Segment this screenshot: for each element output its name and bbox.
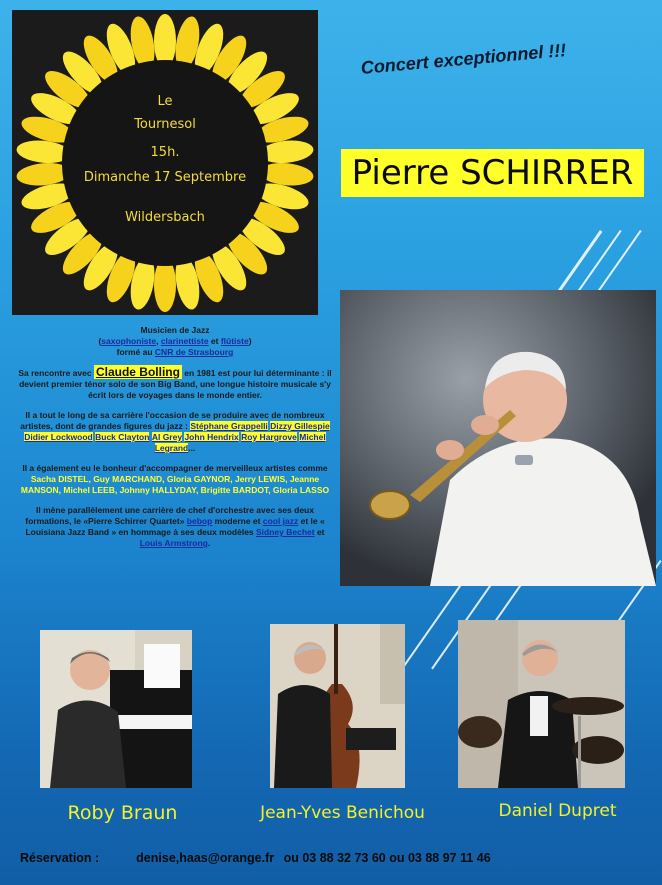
- biography: [17, 325, 333, 558]
- jazz-figure-link[interactable]: Buck Clayton: [95, 432, 150, 442]
- piano-icon: [40, 630, 192, 788]
- bio-orchestra: [17, 505, 333, 549]
- conservatory-link[interactable]: CNR de Strasbourg: [154, 347, 234, 357]
- jazz-figure-link[interactable]: Al Grey: [151, 432, 183, 442]
- paren-close: ): [248, 336, 252, 346]
- logo-place: Wildersbach: [125, 210, 205, 225]
- logo-date: Dimanche 17 Septembre: [83, 170, 247, 185]
- jazz-figure-link[interactable]: Dizzy Gillespie: [270, 421, 330, 431]
- double-bass-icon: [270, 624, 405, 788]
- formed-prefix: formé au: [116, 347, 155, 357]
- paren-open: (: [98, 336, 102, 346]
- sunflower-petal: [154, 258, 176, 312]
- bio-text: et: [314, 527, 325, 537]
- bio-text: .: [207, 538, 211, 548]
- bio-text: en 1981 est pour lui déterminante : il devient premier ténor solo de son Big Band, une longue histoire musicale s'y écrit lors de voyages dans le monde entier.: [19, 368, 332, 400]
- sunflower-petal: [154, 14, 176, 68]
- jazz-figure-link[interactable]: Roy Hargrove: [241, 432, 297, 442]
- bio-text: et le « Louisiana Jazz Band » en hommage à ses deux modèles: [25, 516, 325, 537]
- logo-line2: Tournesol: [134, 117, 196, 132]
- jazz-figure-link[interactable]: Didier Lockwood: [24, 432, 93, 442]
- bio-bolling: [17, 367, 333, 401]
- bio-figures: [17, 410, 333, 454]
- singers-list: Sacha DISTEL, Guy MARCHAND, Gloria GAYNOR, Jerry LEWIS, Jeanne MANSON, Michel LEEB, Johnny HALLYDAY, Brigitte BARDOT, Gloria LASSO: [20, 474, 330, 495]
- instrument-link[interactable]: flûtiste: [220, 336, 249, 346]
- artist-name: Pierre SCHIRRER: [341, 149, 644, 197]
- separator: ,: [156, 336, 161, 346]
- sunflower-logo: [12, 10, 318, 315]
- reservation-line: [20, 851, 640, 865]
- headline: Concert exceptionnel !!!: [360, 40, 567, 78]
- logo-line1: Le: [157, 94, 173, 109]
- bio-text: moderne et: [212, 516, 263, 526]
- bolling-link[interactable]: Claude Bolling: [95, 365, 180, 379]
- reservation-label: Réservation :: [20, 851, 100, 865]
- cool-jazz-link[interactable]: cool jazz: [262, 516, 299, 526]
- armstrong-link[interactable]: Louis Armstrong: [139, 538, 208, 548]
- saxophonist-illustration: [340, 290, 656, 586]
- bio-intro: [17, 325, 333, 358]
- jazz-figure-link[interactable]: Stéphane Grappelli: [190, 421, 268, 431]
- musician-name: Jean-Yves Benichou: [260, 803, 425, 823]
- photo-drummer: [458, 620, 625, 788]
- jazz-figure-link[interactable]: John Hendrix: [184, 432, 239, 442]
- logo-time: 15h.: [150, 145, 180, 160]
- reservation-email[interactable]: denise,haas@orange.fr: [136, 851, 275, 865]
- main-photo-saxophonist: [340, 290, 656, 586]
- sunflower-icon: [12, 10, 318, 315]
- photo-bassist: [270, 624, 405, 788]
- bio-text: Il mène parallèlement une carrière de chef d'orchestre avec ses deux formations, le «Pierre Schirrer Quartet»: [25, 505, 314, 526]
- instrument-link[interactable]: saxophoniste: [101, 336, 157, 346]
- jazz-figure-link[interactable]: Michel Legrand: [154, 432, 326, 453]
- bebop-link[interactable]: bebop: [186, 516, 213, 526]
- bio-text: Il a également eu le bonheur d'accompagner de merveilleux artistes comme: [22, 463, 328, 473]
- bio-singers: [17, 463, 333, 496]
- bechet-link[interactable]: Sidney Bechet: [256, 527, 315, 537]
- reservation-phones: ou 03 88 32 73 60 ou 03 88 97 11 46: [283, 851, 491, 865]
- drums-icon: [458, 620, 625, 788]
- instrument-link[interactable]: clarinettiste: [160, 336, 209, 346]
- bio-text: ...: [188, 443, 196, 453]
- separator: et: [208, 336, 221, 346]
- bio-text: Il a tout le long de sa carrière l'occasion de se produire avec de nombreux artistes, dont de grandes figures du jazz :: [20, 410, 325, 431]
- bio-text: Sa rencontre avec: [18, 368, 94, 378]
- musician-name: Roby Braun: [67, 802, 178, 824]
- photo-pianist: [40, 630, 192, 788]
- bio-title: Musicien de Jazz: [140, 325, 210, 335]
- musician-name: Daniel Dupret: [498, 801, 617, 821]
